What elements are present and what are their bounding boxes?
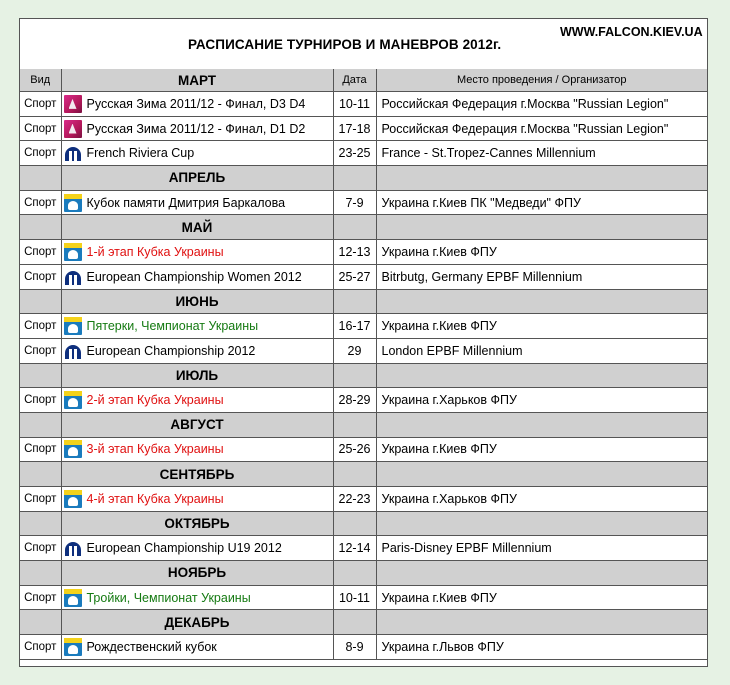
title-row <box>20 19 707 70</box>
month-label: АПРЕЛЬ <box>61 166 333 191</box>
table-row <box>20 487 707 512</box>
event-kind: Спорт <box>20 536 61 561</box>
site-link[interactable]: WWW.FALCON.KIEV.UA <box>560 25 703 39</box>
event-name-cell <box>61 635 333 660</box>
event-name: 4-й этап Кубка Украины <box>86 491 224 506</box>
event-name: Кубок памяти Дмитрия Баркалова <box>86 195 286 210</box>
schedule-sheet <box>19 18 708 667</box>
event-place: Украина г.Львов ФПУ <box>376 635 707 660</box>
table-row <box>20 338 707 363</box>
event-name-cell <box>61 141 333 166</box>
event-name-cell <box>61 190 333 215</box>
table-row <box>20 240 707 265</box>
event-place: Украина г.Киев ФПУ <box>376 437 707 462</box>
month-row <box>20 289 707 314</box>
event-name: Пятерки, Чемпионат Украины <box>86 319 259 334</box>
event-kind: Спорт <box>20 437 61 462</box>
header-kind: Вид <box>20 69 61 92</box>
event-date: 29 <box>333 338 376 363</box>
table-row <box>20 190 707 215</box>
event-place: London EPBF Millennium <box>376 338 707 363</box>
event-kind: Спорт <box>20 585 61 610</box>
event-kind: Спорт <box>20 487 61 512</box>
event-place: Российская Федерация г.Москва "Russian Legion" <box>376 92 707 117</box>
event-name-cell <box>61 240 333 265</box>
event-place: Украина г.Киев ФПУ <box>376 585 707 610</box>
month-row <box>20 166 707 191</box>
event-date: 28-29 <box>333 388 376 413</box>
table-row <box>20 314 707 339</box>
fpu-logo-icon <box>64 194 82 212</box>
month-row <box>20 412 707 437</box>
event-date: 10-11 <box>333 585 376 610</box>
russian-legion-logo-icon <box>64 95 82 113</box>
month-label: ИЮНЬ <box>61 289 333 314</box>
table-row <box>20 536 707 561</box>
event-name: European Championship Women 2012 <box>86 269 302 284</box>
event-name-cell <box>61 116 333 141</box>
russian-legion-logo-icon <box>64 120 82 138</box>
header-month-march: МАРТ <box>61 69 333 92</box>
header-date: Дата <box>333 69 376 92</box>
event-name-cell <box>61 314 333 339</box>
event-name-cell <box>61 388 333 413</box>
event-kind: Спорт <box>20 338 61 363</box>
table-row <box>20 92 707 117</box>
event-name-cell <box>61 264 333 289</box>
month-row <box>20 561 707 586</box>
event-kind: Спорт <box>20 116 61 141</box>
month-row <box>20 215 707 240</box>
event-name-cell <box>61 487 333 512</box>
event-date: 12-14 <box>333 536 376 561</box>
table-row <box>20 141 707 166</box>
event-kind: Спорт <box>20 388 61 413</box>
table-header-row <box>20 69 707 92</box>
event-name-cell <box>61 338 333 363</box>
fpu-logo-icon <box>64 440 82 458</box>
header-place: Место проведения / Организатор <box>376 69 707 92</box>
millennium-logo-icon <box>64 144 82 162</box>
event-date: 25-27 <box>333 264 376 289</box>
event-place: Украина г.Харьков ФПУ <box>376 487 707 512</box>
table-row <box>20 585 707 610</box>
event-name: 2-й этап Кубка Украины <box>86 393 224 408</box>
event-date: 16-17 <box>333 314 376 339</box>
event-name: Русская Зима 2011/12 - Финал, D3 D4 <box>86 96 306 111</box>
event-name-cell <box>61 92 333 117</box>
fpu-logo-icon <box>64 589 82 607</box>
event-place: Украина г.Киев ПК "Медведи" ФПУ <box>376 190 707 215</box>
month-row <box>20 610 707 635</box>
event-kind: Спорт <box>20 240 61 265</box>
event-kind: Спорт <box>20 141 61 166</box>
page-title: РАСПИСАНИЕ ТУРНИРОВ И МАНЕВРОВ 2012г. <box>188 37 502 52</box>
event-name-cell <box>61 585 333 610</box>
event-place: Bitrbutg, Germany EPBF Millennium <box>376 264 707 289</box>
event-date: 23-25 <box>333 141 376 166</box>
month-row <box>20 363 707 388</box>
month-row <box>20 462 707 487</box>
event-name: European Championship 2012 <box>86 343 256 358</box>
event-date: 25-26 <box>333 437 376 462</box>
table-row <box>20 264 707 289</box>
millennium-logo-icon <box>64 342 82 360</box>
event-date: 22-23 <box>333 487 376 512</box>
table-row <box>20 437 707 462</box>
table-row <box>20 116 707 141</box>
event-date: 10-11 <box>333 92 376 117</box>
event-date: 7-9 <box>333 190 376 215</box>
month-label: СЕНТЯБРЬ <box>61 462 333 487</box>
fpu-logo-icon <box>64 317 82 335</box>
month-label: ДЕКАБРЬ <box>61 610 333 635</box>
event-kind: Спорт <box>20 264 61 289</box>
month-label: МАЙ <box>61 215 333 240</box>
event-name: European Championship U19 2012 <box>86 541 282 556</box>
event-name: Тройки, Чемпионат Украины <box>86 590 251 605</box>
event-place: Украина г.Киев ФПУ <box>376 314 707 339</box>
event-date: 12-13 <box>333 240 376 265</box>
event-place: Paris-Disney EPBF Millennium <box>376 536 707 561</box>
event-place: Российская Федерация г.Москва "Russian Legion" <box>376 116 707 141</box>
event-place: Украина г.Харьков ФПУ <box>376 388 707 413</box>
event-name: 3-й этап Кубка Украины <box>86 442 224 457</box>
event-name: Рождественский кубок <box>86 639 217 654</box>
month-label: АВГУСТ <box>61 412 333 437</box>
millennium-logo-icon <box>64 268 82 286</box>
month-label: ОКТЯБРЬ <box>61 511 333 536</box>
event-kind: Спорт <box>20 92 61 117</box>
event-place: France - St.Tropez-Cannes Millennium <box>376 141 707 166</box>
month-label: ИЮЛЬ <box>61 363 333 388</box>
table-row <box>20 388 707 413</box>
event-name-cell <box>61 437 333 462</box>
event-date: 8-9 <box>333 635 376 660</box>
event-kind: Спорт <box>20 314 61 339</box>
event-place: Украина г.Киев ФПУ <box>376 240 707 265</box>
event-name-cell <box>61 536 333 561</box>
event-kind: Спорт <box>20 190 61 215</box>
event-name: Русская Зима 2011/12 - Финал, D1 D2 <box>86 121 306 136</box>
event-kind: Спорт <box>20 635 61 660</box>
fpu-logo-icon <box>64 243 82 261</box>
table-row <box>20 635 707 660</box>
millennium-logo-icon <box>64 539 82 557</box>
month-row <box>20 511 707 536</box>
fpu-logo-icon <box>64 638 82 656</box>
event-date: 17-18 <box>333 116 376 141</box>
fpu-logo-icon <box>64 391 82 409</box>
event-name: French Riviera Cup <box>86 146 195 161</box>
event-name: 1-й этап Кубка Украины <box>86 244 224 259</box>
schedule-table <box>20 69 707 660</box>
month-label: НОЯБРЬ <box>61 561 333 586</box>
fpu-logo-icon <box>64 490 82 508</box>
